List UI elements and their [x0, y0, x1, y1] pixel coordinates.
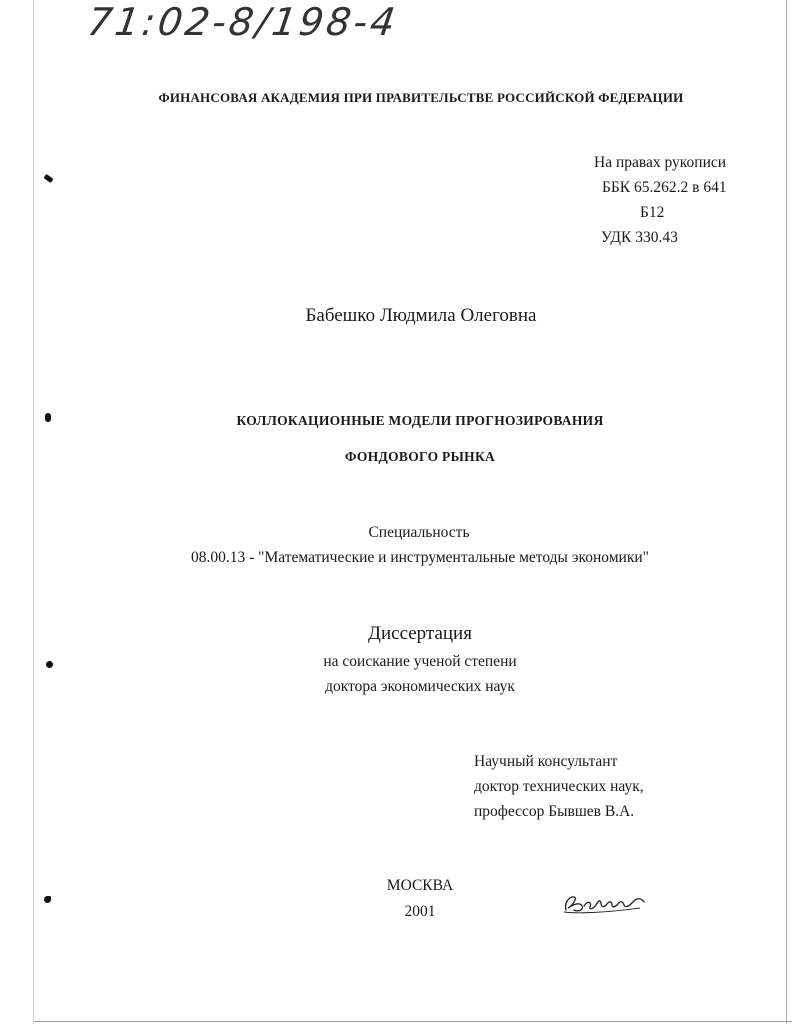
udk-code: УДК 330.43	[601, 229, 678, 246]
author-name: Бабешко Людмила Олеговна	[305, 305, 537, 326]
degree-line-2: доктора экономических наук	[325, 678, 515, 695]
manuscript-rights: На правах рукописи	[594, 154, 727, 171]
dissertation-heading: Диссертация	[368, 623, 472, 644]
institution-name: ФИНАНСОВАЯ АКАДЕМИЯ ПРИ ПРАВИТЕЛЬСТВЕ РОССИЙСКОЙ ФЕДЕРАЦИИ	[158, 90, 684, 105]
scan-left-edge	[33, 0, 34, 1024]
specialty-label: Специальность	[368, 524, 470, 541]
scan-right-edge	[786, 0, 787, 1024]
city: МОСКВА	[386, 877, 454, 894]
title-line-1: КОЛЛОКАЦИОННЫЕ МОДЕЛИ ПРОГНОЗИРОВАНИЯ	[236, 413, 604, 428]
handwritten-archive-number: 71:02-8/198-4	[84, 0, 401, 44]
scan-bottom-edge	[34, 1021, 792, 1022]
year: 2001	[404, 903, 436, 920]
binding-mark	[44, 896, 51, 903]
signature	[560, 888, 650, 918]
title-line-2: ФОНДОВОГО РЫНКА	[344, 449, 496, 464]
bbk-code: ББК 65.262.2 в 641	[602, 179, 727, 196]
specialty-code: 08.00.13 - "Математические и инструментальные методы экономики"	[191, 549, 649, 566]
degree-line-1: на соискание ученой степени	[323, 653, 517, 670]
b12-code: Б12	[640, 204, 665, 221]
consultant-name: профессор Бывшев В.А.	[474, 803, 635, 820]
consultant-label: Научный консультант	[474, 753, 618, 770]
binding-mark	[43, 174, 53, 183]
consultant-degree: доктор технических наук,	[474, 778, 644, 795]
